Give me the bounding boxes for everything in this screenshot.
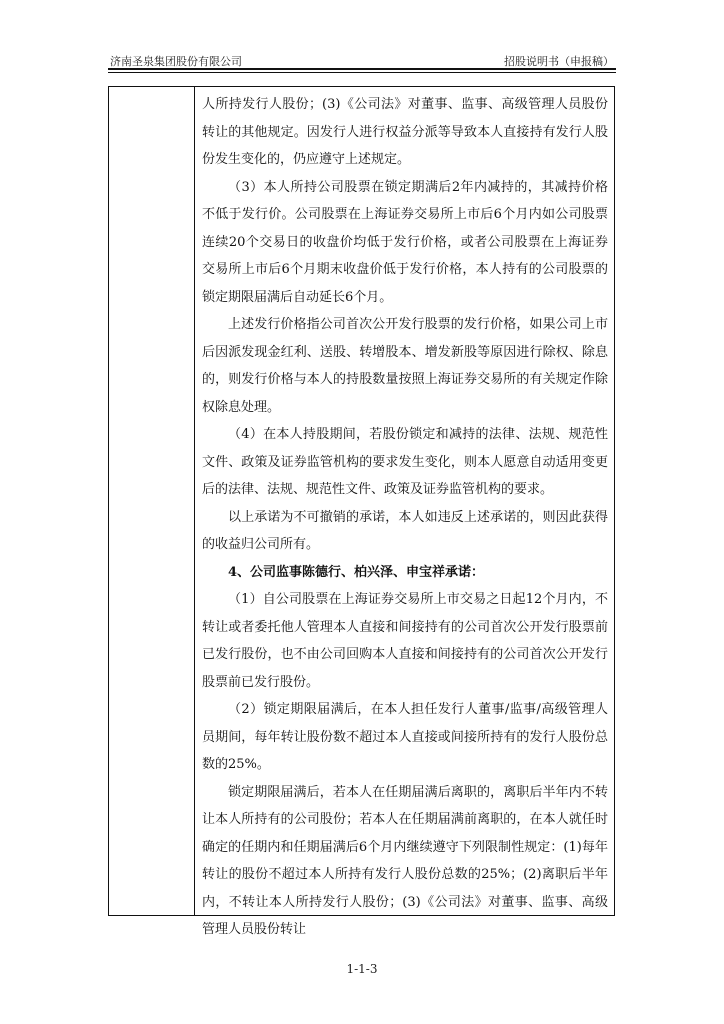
- header-document-title: 招股说明书（申报稿）: [504, 55, 614, 68]
- commitment-table: [108, 86, 615, 937]
- page-number: 1-1-3: [346, 962, 378, 976]
- section-heading: 4、公司监事陈德行、柏兴泽、申宝祥承诺：: [228, 564, 485, 580]
- header-rule-thin: [108, 72, 616, 73]
- paragraph-6: （1）自公司股票在上海证券交易所上市交易之日起12个月内，不转让或者委托他人管理本人直接和间接持有的公司首次公开发行股票前已发行股份，也不由公司回购本人直接和间接持有的公司首次公开发行股票前已发行股份。: [202, 592, 608, 690]
- table-column-divider: [194, 87, 195, 915]
- header-rule-thick: [108, 68, 616, 70]
- paragraph-4: （4）在本人持股期间，若股份锁定和减持的法律、法规、规范性文件、政策及证券监管机构的要求发生变化，则本人愿意自动适用变更后的法律、法规、规范性文件、政策及证券监管机构的要求。: [202, 427, 608, 497]
- paragraph-1: 人所持发行人股份；(3)《公司法》对董事、监事、高级管理人员股份转让的其他规定。因发行人进行权益分派等导致本人直接持有发行人股份发生变化的，仍应遵守上述规定。: [202, 97, 608, 167]
- paragraph-8: 锁定期限届满后，若本人在任期届满后离职的，离职后半年内不转让本人所持有的公司股份；若本人在任期届满前离职的，在本人就任时确定的任期内和任期届满后6个月内继续遵守下列限制性规定：(1)每年转让的股份不超过本人所持有发行人股份总数的25%；(2)离职后半年内，不转让本人所持发行人股份；(3)《公司法》对董事、监事、高级管理人员股份转让: [202, 784, 608, 937]
- paragraph-3: 上述发行价格指公司首次公开发行股票的发行价格，如果公司上市后因派发现金红利、送股、转增股本、增发新股等原因进行除权、除息的，则发行价格与本人的持股数量按照上海证券交易所的有关规定作除权除息处理。: [202, 317, 608, 415]
- table-content-cell: [202, 91, 608, 944]
- header-company-name: 济南圣泉集团股份有限公司: [110, 55, 242, 68]
- paragraph-5: 以上承诺为不可撤销的承诺，本人如违反上述承诺的，则因此获得的收益归公司所有。: [202, 509, 608, 552]
- paragraph-7: （2）锁定期限届满后，在本人担任发行人董事/监事/高级管理人员期间，每年转让股份数不超过本人直接或间接所持有的发行人股份总数的25%。: [202, 702, 608, 772]
- paragraph-2: （3）本人所持公司股票在锁定期满后2年内减持的，其减持价格不低于发行价。公司股票在上海证券交易所上市后6个月内如公司股票连续20个交易日的收盘价均低于发行价格，或者公司股票在上海证券交易所上市后6个月期末收盘价低于发行价格，本人持有的公司股票的锁定期限届满后自动延长6个月。: [202, 179, 608, 305]
- page-header: [108, 50, 616, 70]
